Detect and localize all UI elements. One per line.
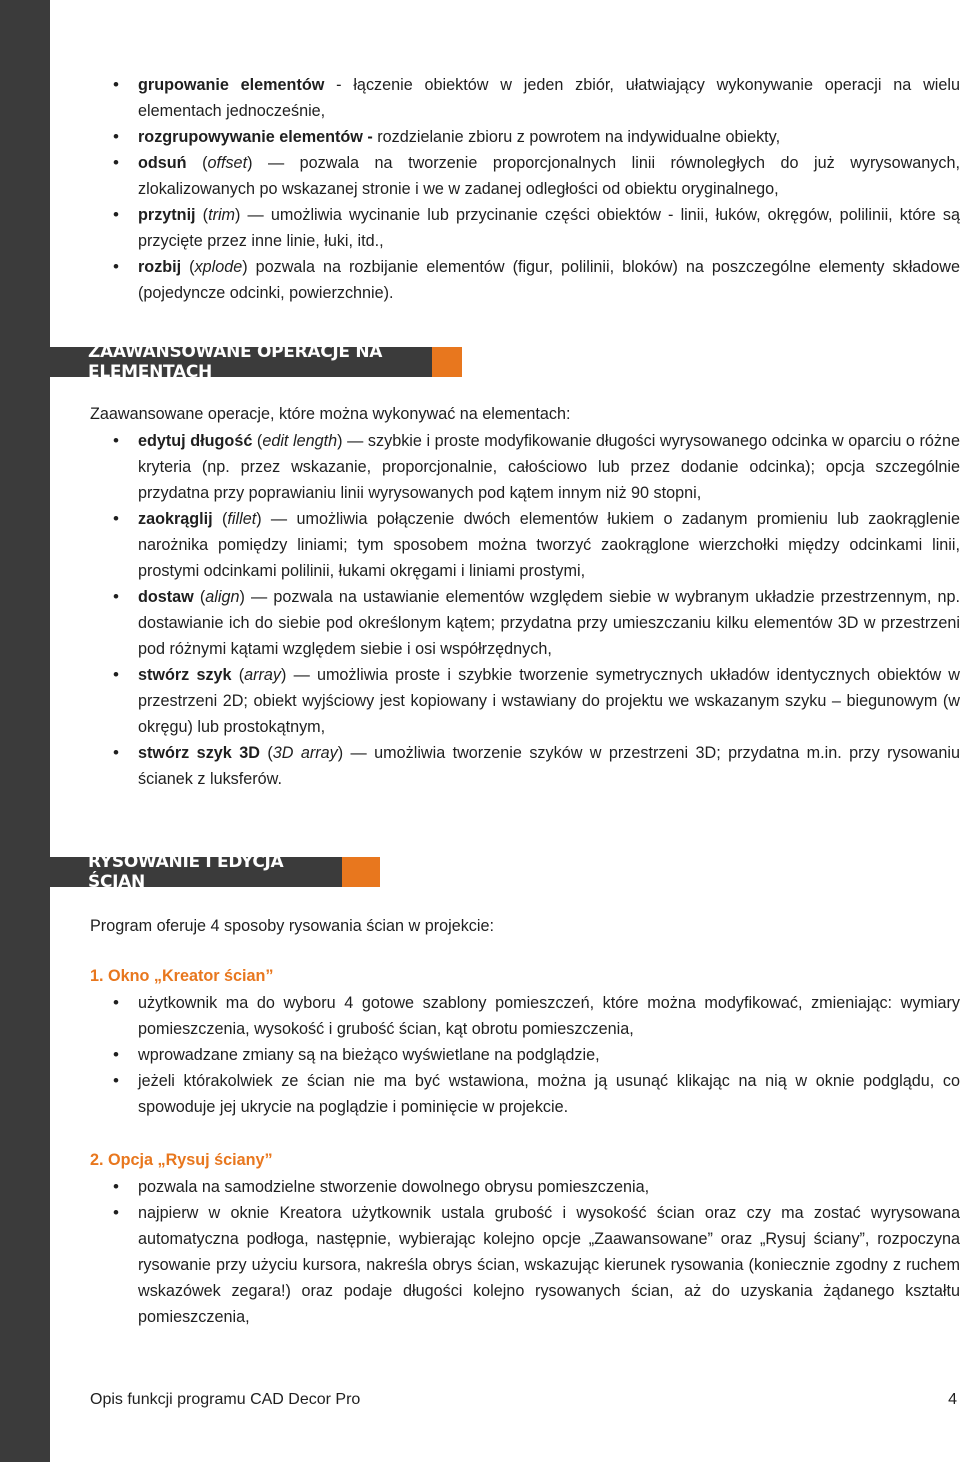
- section-header-walls: [50, 852, 380, 892]
- top-bullet-list: [90, 72, 960, 306]
- section-header-advanced: [50, 342, 462, 382]
- list-item: • dostaw (align) ― pozwala na ustawianie elementów względem siebie w wybranym układzie przestrzennym, np. dostawianie ich do siebie pod określonym kątem; przydatna przy umieszczaniu kilku elementów 3D w przestrzeni pod różnymi kątami względem siebie i osi współrzędnych,: [90, 584, 960, 662]
- subsection2-bullet-list: [90, 1174, 960, 1330]
- section-accent: [342, 857, 380, 887]
- subsection-title-2: 2. Opcja „Rysuj ściany”: [90, 1151, 273, 1169]
- list-item: • rozgrupowywanie elementów - rozdzielanie zbioru z powrotem na indywidualne obiekty,: [90, 124, 960, 150]
- top-list-block: [90, 72, 960, 306]
- section2-intro: Program oferuje 4 sposoby rysowania ścian w projekcie:: [90, 917, 494, 935]
- list-item: • grupowanie elementów - łączenie obiektów w jeden zbiór, ułatwiający wykonywanie operacji na wielu elementach jednocześnie,: [90, 72, 960, 124]
- subsection2-list-block: [90, 1174, 960, 1330]
- list-item: • rozbij (xplode) pozwala na rozbijanie elementów (figur, polilinii, bloków) na poszczególne elementy składowe (pojedyncze odcinki, powierzchnie).: [90, 254, 960, 306]
- list-item: • odsuń (offset) ― pozwala na tworzenie proporcjonalnych linii równoległych do już wyrysowanych, zlokalizowanych po wskazanej stronie i we w zadanej odległości od obiektu oryginalnego,: [90, 150, 960, 202]
- section1-list-block: [90, 428, 960, 792]
- subsection1-bullet-list: [90, 990, 960, 1120]
- list-item: • pozwala na samodzielne stworzenie dowolnego obrysu pomieszczenia,: [90, 1174, 960, 1200]
- list-item: • edytuj długość (edit length) ― szybkie i proste modyfikowanie długości wyrysowanego odcinka w oparciu o różne kryteria (np. przez wskazanie, proporcjonalnie, całościowo lub przez dodanie odcinka); opcja szczególnie przydatna przy poprawianiu linii wyrysowanych pod kątem innym niż 90 stopni,: [90, 428, 960, 506]
- page-number: 4: [948, 1391, 957, 1408]
- list-item: • wprowadzane zmiany są na bieżąco wyświetlane na podglądzie,: [90, 1042, 960, 1068]
- section-title: ZAAWANSOWANE OPERACJE NA ELEMENTACH: [50, 347, 432, 377]
- footer-title: Opis funkcji programu CAD Decor Pro: [90, 1391, 361, 1408]
- section-title: RYSOWANIE I EDYCJA ŚCIAN: [50, 857, 342, 887]
- list-item: • stwórz szyk (array) ― umożliwia proste i szybkie tworzenie symetrycznych układów identycznych obiektów w przestrzeni 2D; obiekt wyjściowy jest kopiowany i wstawiany do projektu we wskazanym szyku – biegunowym (w okręgu) lub prostokątnym,: [90, 662, 960, 740]
- section1-bullet-list: [90, 428, 960, 792]
- list-item: • jeżeli którakolwiek ze ścian nie ma być wstawiona, można ją usunąć klikając na nią w oknie podglądu, co spowoduje jej ukrycie na poglądzie i pominięcie w projekcie.: [90, 1068, 960, 1120]
- list-item: • przytnij (trim) ― umożliwia wycinanie lub przycinanie części obiektów - linii, łuków, okręgów, polilinii, które są przycięte przez inne linie, łuki, itd.,: [90, 202, 960, 254]
- left-side-bar: [0, 0, 50, 1462]
- list-item: • zaokrąglij (fillet) ― umożliwia połączenie dwóch elementów łukiem o zadanym promieniu lub zaokrąglenie narożnika pomiędzy liniami; tym sposobem można tworzyć zaokrąglone wierzchołki między odcinkami linii, prostymi odcinkami polilinii, łukami okręgami i liniami prostymi,: [90, 506, 960, 584]
- list-item: • najpierw w oknie Kreatora użytkownik ustala grubość i wysokość ścian oraz czy ma zostać wyrysowana automatyczna podłoga, następnie, wybierając kolejno opcje „Zaawansowane” oraz „Rysuj ściany”, rozpoczyna rysowanie przy użyciu kursora, nakreśla obrys ścian, wskazując kierunek rysowania (koniecznie zgodny z ruchem wskazówek zegara!) oraz podaje długości kolejno rysowanych ścian, aż do uzyskania żądanego kształtu pomieszczenia,: [90, 1200, 960, 1330]
- subsection1-list-block: [90, 990, 960, 1120]
- section-accent: [432, 347, 462, 377]
- subsection-title-1: 1. Okno „Kreator ścian”: [90, 967, 274, 985]
- list-item: • użytkownik ma do wyboru 4 gotowe szablony pomieszczeń, które można modyfikować, zmieniając: wymiary pomieszczenia, wysokość i grubość ścian, kąt obrotu pomieszczenia,: [90, 990, 960, 1042]
- list-item: • stwórz szyk 3D (3D array) ― umożliwia tworzenie szyków w przestrzeni 3D; przydatna m.in. przy rysowaniu ścianek z luksferów.: [90, 740, 960, 792]
- section1-intro: Zaawansowane operacje, które można wykonywać na elementach:: [90, 405, 571, 423]
